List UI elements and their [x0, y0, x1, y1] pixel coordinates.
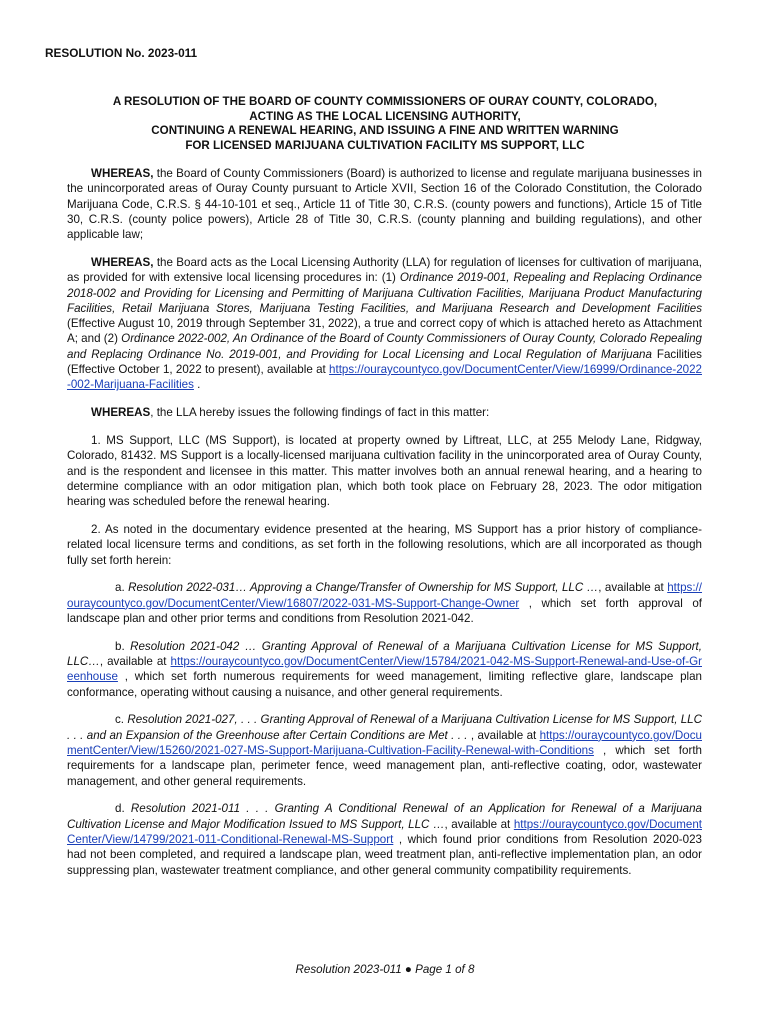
whereas-lead: WHEREAS, — [91, 167, 154, 180]
paragraph-text: Facilities (Effective October 1, 2022 to present), available at — [67, 347, 702, 377]
finding-2-paragraph: 2. As noted in the documentary evidence presented at the hearing, MS Support has a prior history of compliance-related local licensure terms and conditions, as set forth in the following resolutions, which are all incorporated as though fully set forth herein: — [67, 522, 702, 567]
title-line: ACTING AS THE LOCAL LICENSING AUTHORITY, — [249, 109, 521, 123]
whereas-lead: WHEREAS — [91, 406, 151, 420]
ordinance-2019-001-title: Ordinance 2019-001, Repealing and Replacing Ordinance 2018-002 and Providing for Licensing and Permitting of Marijuana Cultivation Facilities, Marijuana Product Manufacturing Facilities, Retail Marijuana Stores, Marijuana Testing Facilities, and Marijuana Research and Development Facilities — [67, 271, 702, 315]
document-body — [67, 166, 702, 890]
paragraph-text: the Board acts as the Local Licensing Authority (LLA) for regulation of licenses for cultivation of marijuana, as provided for with extensive local licensing procedures in: (1) — [67, 255, 702, 285]
resolution-item-c — [67, 712, 702, 788]
resolution-2022-031-link[interactable]: https://ouraycountyco.gov/DocumentCenter/View/16807/2022-031-MS-Support-Change-Owner — [67, 581, 703, 610]
item-text: , available at — [99, 655, 171, 669]
item-label: c. — [115, 713, 128, 727]
resolution-title-italic: Resolution 2021-027, . . . Granting Approval of Renewal of a Marijuana Cultivation License for MS Support, LLC . . . and an Expansion of the Greenhouse after Certain Conditions are Met . . . — [67, 713, 702, 742]
item-text: , available at — [444, 817, 514, 831]
item-text: , which set forth numerous requirements for weed management, limiting reflective glare, landscape plan conformance, operating without causing a nuisance, and other general requirements. — [67, 670, 702, 699]
resolution-item-a — [67, 580, 702, 626]
item-text: , which set forth approval of landscape plan and other prior terms and conditions from Resolution 2021-042. — [67, 596, 702, 625]
page-footer: Resolution 2023-011 ● Page 1 of 8 — [295, 963, 475, 976]
ordinance-2022-002-title: Ordinance 2022-002, An Ordinance of the Board of County Commissioners of Ouray County, Colorado Repealing and Replacing Ordinance No. 2019-001, and Providing for Local Licensing and Local Regulation of Marijuana — [67, 332, 702, 361]
resolution-item-d — [67, 801, 702, 877]
item-text: , which set forth requirements for a landscape plan, perimeter fence, weed management plan, anti-reflective coating, odor, wastewater management, and other general requirements. — [67, 744, 702, 788]
item-label: b. — [115, 639, 131, 653]
whereas-paragraph-lla — [67, 255, 702, 393]
resolution-title — [60, 95, 710, 153]
resolution-item-b — [67, 639, 702, 700]
item-text: , available at — [467, 728, 540, 742]
finding-1-paragraph: 1. MS Support, LLC (MS Support), is located at property owned by Liftreat, LLC, at 255 Melody Lane, Ridgway, Colorado, 81432. MS Support is a locally-licensed marijuana cultivation facility in the unincorporated area of Ouray County, and is the respondent and licensee in this matter. This matter involves both an annual renewal hearing, and a hearing to determine compliance with an odor mitigation plan, which both took place on February 28, 2023. The odor mitigation hearing was scheduled before the renewal hearing. — [67, 433, 702, 509]
title-line: FOR LICENSED MARIJUANA CULTIVATION FACILITY MS SUPPORT, LLC — [185, 138, 585, 152]
title-line: CONTINUING A RENEWAL HEARING, AND ISSUING A FINE AND WRITTEN WARNING — [151, 124, 619, 137]
resolution-2021-042-link[interactable]: https://ouraycountyco.gov/DocumentCenter/View/15784/2021-042-MS-Support-Renewal-and-Use-of-Greenhouse — [67, 655, 702, 684]
resolution-title-italic: Resolution 2021-011 . . . Granting A Conditional Renewal of an Application for Renewal of a Marijuana Cultivation License and Major Modification Issued to MS Support, LLC … — [67, 802, 702, 831]
ordinance-2022-002-link[interactable]: https://ouraycountyco.gov/DocumentCenter/View/16999/Ordinance-2022-002-Marijuana-Facilities — [67, 363, 702, 392]
whereas-lead: WHEREAS, — [91, 255, 154, 269]
item-text: , available at — [598, 581, 668, 595]
paragraph-text: the Board of County Commissioners (Board) is authorized to license and regulate marijuana businesses in the unincorporated areas of Ouray County pursuant to Article XVII, Section 16 of the Colorado Constitution, the Colorado Marijuana Code, C.R.S. § 44-10-101 et seq., Article 11 of Title 30, C.R.S. (county powers and functions), Article 15 of Title 30, C.R.S. (county police powers), Article 28 of Title 30, C.R.S. (county planning and building regulations), and other applicable law; — [67, 167, 702, 242]
title-line: A RESOLUTION OF THE BOARD OF COUNTY COMMISSIONERS OF OURAY COUNTY, COLORADO, — [112, 95, 658, 108]
paragraph-text: (Effective August 10, 2019 through September 31, 2022), a true and correct copy of which is attached hereto as Attachment A; and (2) — [67, 317, 702, 346]
paragraph-text: . — [193, 378, 201, 392]
item-text: , which found prior conditions from Resolution 2020-023 had not been completed, and required a landscape plan, weed treatment plan, anti-reflective implementation plan, an odor suppressing plan, wastewater treatment compliance, and other general community compatibility requirements. — [67, 832, 702, 877]
whereas-paragraph-findings — [67, 405, 702, 420]
resolution-title-italic: Resolution 2022-031… Approving a Change/Transfer of Ownership for MS Support, LLC … — [128, 581, 599, 595]
resolution-2021-027-link[interactable]: https://ouraycountyco.gov/DocumentCenter/View/15260/2021-027-MS-Support-Marijuana-Cultivation-Facility-Renewal-with-Conditions — [67, 728, 702, 757]
resolution-2021-011-link[interactable]: https://ouraycountyco.gov/DocumentCenter/View/14799/2021-011-Conditional-Renewal-MS-Support — [67, 817, 702, 846]
paragraph-text: , the LLA hereby issues the following findings of fact in this matter: — [150, 406, 490, 420]
item-label: a. — [115, 581, 129, 595]
item-label: d. — [115, 802, 131, 816]
resolution-number: RESOLUTION No. 2023-011 — [45, 46, 198, 60]
whereas-paragraph-authority — [67, 166, 702, 242]
resolution-title-italic: Resolution 2021-042 … Granting Approval of Renewal of a Marijuana Cultivation License for MS Support, LLC… — [67, 639, 702, 669]
